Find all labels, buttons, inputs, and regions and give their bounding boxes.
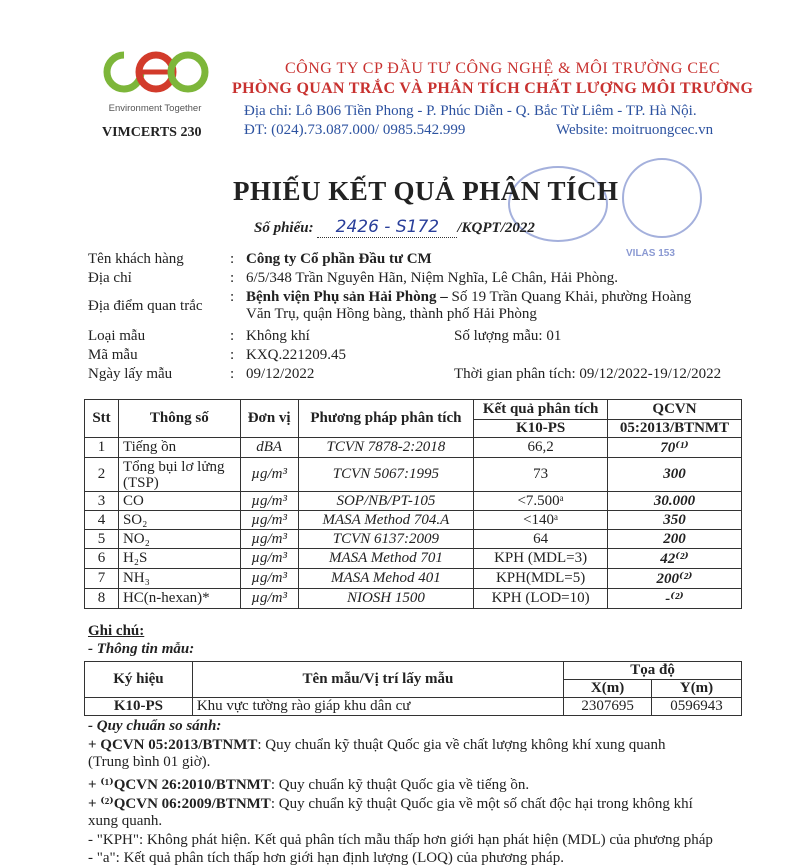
row-limit: 42⁽²⁾	[608, 549, 742, 569]
company-phone: ĐT: (024).73.087.000/ 0985.542.999	[244, 122, 466, 138]
row-limit: 350	[608, 511, 742, 530]
sample-name-header: Tên mẫu/Vị trí lấy mẫu	[192, 662, 563, 698]
row-result: KPH (LOD=10)	[474, 589, 608, 609]
header-param: Thông số	[118, 400, 240, 438]
standard-2-text: : Quy chuẩn kỹ thuật Quốc gia về tiếng ồn.	[270, 777, 530, 793]
coord-y: 0596943	[652, 698, 742, 716]
row-unit: µg/m³	[240, 492, 298, 511]
table-row	[85, 438, 742, 458]
row-param: NH₃	[118, 569, 240, 589]
row-unit: dBA	[240, 438, 298, 458]
company-address: Địa chỉ: Lô B06 Tiền Phong - P. Phúc Diễn - Q. Bắc Từ Liêm - TP. Hà Nội.	[244, 103, 697, 119]
header-qcvn: QCVN	[608, 400, 742, 420]
sample-name: Khu vực tường rào giáp khu dân cư	[192, 698, 563, 716]
standard-title: - Quy chuẩn so sánh:	[88, 718, 222, 734]
row-limit: 200	[608, 530, 742, 549]
type-label: Loại mẫu	[88, 328, 146, 344]
row-stt: 5	[85, 530, 119, 549]
header-sample: K10-PS	[474, 420, 608, 438]
kph-note: - "KPH": Không phát hiện. Kết quả phân tích mẫu thấp hơn giới hạn phát hiện (MDL) của phương pháp	[88, 832, 713, 848]
row-stt: 3	[85, 492, 119, 511]
header-method: Phương pháp phân tích	[298, 400, 474, 438]
row-stt: 1	[85, 438, 119, 458]
standard-3-code: + ⁽²⁾QCVN 06:2009/BTNMT	[88, 796, 271, 812]
row-method: MASA Method 704.A	[298, 511, 474, 530]
row-limit: 300	[608, 458, 742, 492]
row-stt: 4	[85, 511, 119, 530]
sample-info-title: - Thông tin mẫu:	[88, 641, 195, 657]
document-title: PHIẾU KẾT QUẢ PHÂN TÍCH	[233, 176, 619, 206]
sample-symbol-header: Ký hiệu	[85, 662, 193, 698]
row-method: MASA Method 701	[298, 549, 474, 569]
company-name: CÔNG TY CP ĐẦU TƯ CÔNG NGHỆ & MÔI TRƯỜNG CEC	[285, 60, 720, 77]
row-unit: µg/m³	[240, 458, 298, 492]
sample-quantity: Số lượng mẫu: 01	[454, 328, 562, 344]
site-address	[246, 289, 766, 323]
address-label: Địa chỉ	[88, 270, 132, 286]
row-result: KPH(MDL=5)	[474, 569, 608, 589]
row-result: <7.500ᵃ	[474, 492, 608, 511]
report-number-value: 2426 - S172	[317, 217, 457, 238]
site-address-line2: Văn Trụ, quận Hồng bàng, thành phố Hải Phòng	[246, 306, 537, 322]
a-note: - "a": Kết quả phân tích thấp hơn giới hạn định lượng (LOQ) của phương pháp.	[88, 850, 564, 866]
table-row	[85, 492, 742, 511]
row-unit: µg/m³	[240, 549, 298, 569]
company-website: Website: moitruongcec.vn	[556, 122, 714, 138]
row-param: Tổng bụi lơ lửng (TSP)	[118, 458, 240, 492]
report-number-label: Số phiếu:	[254, 220, 314, 236]
standard-1-text: : Quy chuẩn kỹ thuật Quốc gia về chất lượng không khí xung quanh	[257, 737, 666, 753]
row-param: HC(n-hexan)*	[118, 589, 240, 609]
header-qcvn-code: 05:2013/BTNMT	[608, 420, 742, 438]
row-limit: -⁽²⁾	[608, 589, 742, 609]
row-method: TCVN 5067:1995	[298, 458, 474, 492]
row-param: Tiếng ồn	[118, 438, 240, 458]
row-unit: µg/m³	[240, 530, 298, 549]
sample-symbol: K10-PS	[85, 698, 193, 716]
row-result: <140ᵃ	[474, 511, 608, 530]
standard-3-text-b: xung quanh.	[88, 813, 163, 829]
coord-y-header: Y(m)	[652, 680, 742, 698]
header-unit: Đơn vị	[240, 400, 298, 438]
vilas-label: VILAS 153	[626, 248, 675, 259]
row-stt: 2	[85, 458, 119, 492]
row-method: TCVN 7878-2:2018	[298, 438, 474, 458]
standard-3-text: : Quy chuẩn kỹ thuật Quốc gia về một số chất độc hại trong không khí	[270, 796, 693, 812]
header-result: Kết quả phân tích	[474, 400, 608, 420]
site-address-rest: Số 19 Trần Quang Khải, phường Hoàng	[447, 289, 692, 305]
row-stt: 8	[85, 589, 119, 609]
accreditation-stamp	[622, 158, 702, 238]
sample-code: KXQ.221209.45	[246, 347, 346, 363]
row-limit: 200⁽²⁾	[608, 569, 742, 589]
row-param: NO₂	[118, 530, 240, 549]
site-label: Địa điểm quan trắc	[88, 298, 203, 314]
ceo-logo-icon	[100, 44, 210, 96]
header-stt: Stt	[85, 400, 119, 438]
row-result: 73	[474, 458, 608, 492]
row-method: TCVN 6137:2009	[298, 530, 474, 549]
customer-name: Công ty Cổ phần Đầu tư CM	[246, 251, 432, 267]
sample-type: Không khí	[246, 328, 310, 344]
row-param: H₂S	[118, 549, 240, 569]
report-number	[254, 217, 535, 238]
notes-title: Ghi chú:	[88, 623, 145, 639]
code-label: Mã mẫu	[88, 347, 138, 363]
row-limit: 70⁽¹⁾	[608, 438, 742, 458]
standard-1-code: + QCVN 05:2013/BTNMT	[88, 737, 258, 753]
customer-label: Tên khách hàng	[88, 251, 184, 267]
row-stt: 7	[85, 569, 119, 589]
sampling-date: 09/12/2022	[246, 366, 315, 382]
row-result: 64	[474, 530, 608, 549]
department-name: PHÒNG QUAN TRẮC VÀ PHÂN TÍCH CHẤT LƯỢNG MÔI TRƯỜNG	[232, 80, 754, 97]
row-method: NIOSH 1500	[298, 589, 474, 609]
sample-info-table	[84, 661, 742, 716]
logo-tagline: Environment Together	[108, 103, 202, 114]
row-unit: µg/m³	[240, 589, 298, 609]
analysis-time: Thời gian phân tích: 09/12/2022-19/12/2022	[454, 366, 722, 382]
row-method: MASA Mehod 401	[298, 569, 474, 589]
row-param: CO	[118, 492, 240, 511]
row-param: SO₂	[118, 511, 240, 530]
vimcerts-code: VIMCERTS 230	[102, 125, 202, 140]
report-number-suffix: /KQPT/2022	[457, 220, 535, 236]
table-row	[85, 530, 742, 549]
results-table	[84, 399, 742, 609]
row-stt: 6	[85, 549, 119, 569]
table-row	[85, 458, 742, 492]
standard-3	[88, 794, 738, 830]
customer-address: 6/5/348 Trần Nguyên Hãn, Niệm Nghĩa, Lê Chân, Hải Phòng.	[246, 270, 619, 286]
coord-x: 2307695	[564, 698, 652, 716]
standard-2	[88, 775, 529, 794]
date-label: Ngày lấy mẫu	[88, 366, 173, 382]
coord-x-header: X(m)	[564, 680, 652, 698]
standard-1-text-b: (Trung bình 01 giờ).	[88, 754, 211, 770]
table-row	[85, 511, 742, 530]
table-row	[85, 569, 742, 589]
row-method: SOP/NB/PT-105	[298, 492, 474, 511]
site-name: Bệnh viện Phụ sản Hải Phòng –	[246, 289, 448, 305]
row-unit: µg/m³	[240, 569, 298, 589]
company-logo	[100, 44, 210, 114]
table-row	[85, 549, 742, 569]
coord-header: Tọa độ	[564, 662, 742, 680]
standard-1	[88, 737, 738, 771]
row-unit: µg/m³	[240, 511, 298, 530]
row-result: KPH (MDL=3)	[474, 549, 608, 569]
row-limit: 30.000	[608, 492, 742, 511]
table-row	[85, 698, 742, 716]
table-row	[85, 589, 742, 609]
standard-2-code: + ⁽¹⁾QCVN 26:2010/BTNMT	[88, 777, 271, 793]
row-result: 66,2	[474, 438, 608, 458]
